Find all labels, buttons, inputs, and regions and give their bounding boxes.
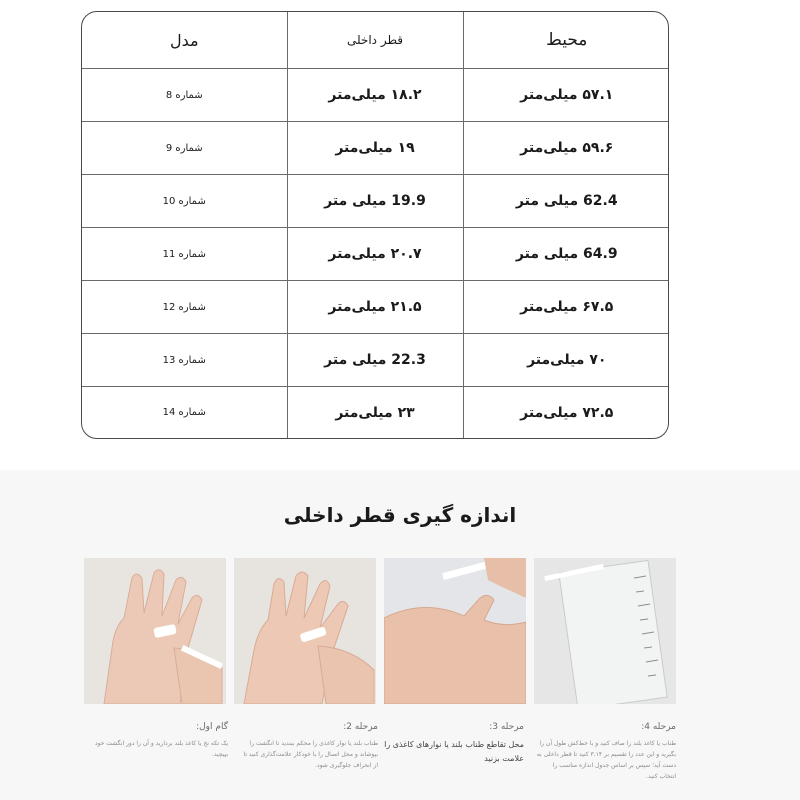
- cell-circumference: ۵۷.۱ میلی‌متر: [463, 69, 669, 122]
- step-2-desc: طناب بلند یا نوار کاغذی را محکم ببندید تا انگشت را بپوشاند و محل اتصال را با خودکار علامت‌گذاری کنید تا از انحراف جلوگیری شود.: [243, 740, 378, 769]
- table-row: [82, 387, 669, 439]
- cell-inner-diameter: ۱۹ میلی‌متر: [287, 122, 463, 175]
- cell-circumference: ۷۰ میلی‌متر: [463, 334, 669, 387]
- step-1-photo: [84, 558, 226, 704]
- cell-inner-diameter: 22.3 میلی متر: [287, 334, 463, 387]
- header-model: مدل: [82, 12, 287, 69]
- step-1-title: گام اول:: [196, 722, 228, 732]
- cell-circumference: ۵۹.۶ میلی‌متر: [463, 122, 669, 175]
- table-row: [82, 228, 669, 281]
- step-2-title: مرحله 2:: [343, 722, 378, 732]
- section-title: اندازه گیری قطر داخلی: [283, 503, 517, 527]
- step-3-title: مرحله 3:: [489, 722, 524, 732]
- step-4-desc: طناب یا کاغذ بلند را صاف کنید و با خط‌کش طول آن را بگیرید و این عدد را تقسیم بر ۳.۱۴ کنید تا قطر داخلی به دست آید؛ سپس بر اساس جدول اندازه مناسب را انتخاب کنید.: [536, 740, 676, 780]
- cell-inner-diameter: ۱۸.۲ میلی‌متر: [287, 69, 463, 122]
- step-1-desc: یک تکه نخ یا کاغذ بلند بردارید و آن را دور انگشت خود بپیچید.: [94, 740, 228, 758]
- cell-inner-diameter: ۲۰.۷ میلی‌متر: [287, 228, 463, 281]
- step-2-photo: [234, 558, 376, 704]
- cell-model: شماره 14: [82, 387, 287, 439]
- cell-model: شماره 13: [82, 334, 287, 387]
- cell-inner-diameter: ۲۳ میلی‌متر: [287, 387, 463, 439]
- table-row: [82, 69, 669, 122]
- table-row: [82, 334, 669, 387]
- header-inner-diameter: قطر داخلی: [287, 12, 463, 69]
- cell-circumference: ۷۲.۵ میلی‌متر: [463, 387, 669, 439]
- table-header-row: [82, 12, 669, 69]
- cell-model: شماره 12: [82, 281, 287, 334]
- cell-model: شماره 9: [82, 122, 287, 175]
- step-4-caption: [536, 722, 676, 782]
- header-circumference: محیط: [463, 12, 669, 69]
- table-row: [82, 175, 669, 228]
- cell-model: شماره 10: [82, 175, 287, 228]
- ring-size-table: [81, 11, 669, 439]
- cell-inner-diameter: ۲۱.۵ میلی‌متر: [287, 281, 463, 334]
- table-row: [82, 281, 669, 334]
- step-4-title: مرحله 4:: [641, 722, 676, 732]
- step-3-photo: [384, 558, 526, 704]
- cell-circumference: 64.9 میلی متر: [463, 228, 669, 281]
- cell-model: شماره 11: [82, 228, 287, 281]
- step-3-caption: [384, 722, 524, 766]
- table-row: [82, 122, 669, 175]
- step-2-caption: [238, 722, 378, 771]
- cell-circumference: ۶۷.۵ میلی‌متر: [463, 281, 669, 334]
- cell-model: شماره 8: [82, 69, 287, 122]
- step-3-desc: محل تقاطع طناب بلند یا نوارهای کاغذی را علامت بزنید: [384, 740, 524, 763]
- cell-inner-diameter: 19.9 میلی متر: [287, 175, 463, 228]
- step-1-caption: [88, 722, 228, 760]
- cell-circumference: 62.4 میلی متر: [463, 175, 669, 228]
- step-4-photo: [534, 558, 676, 704]
